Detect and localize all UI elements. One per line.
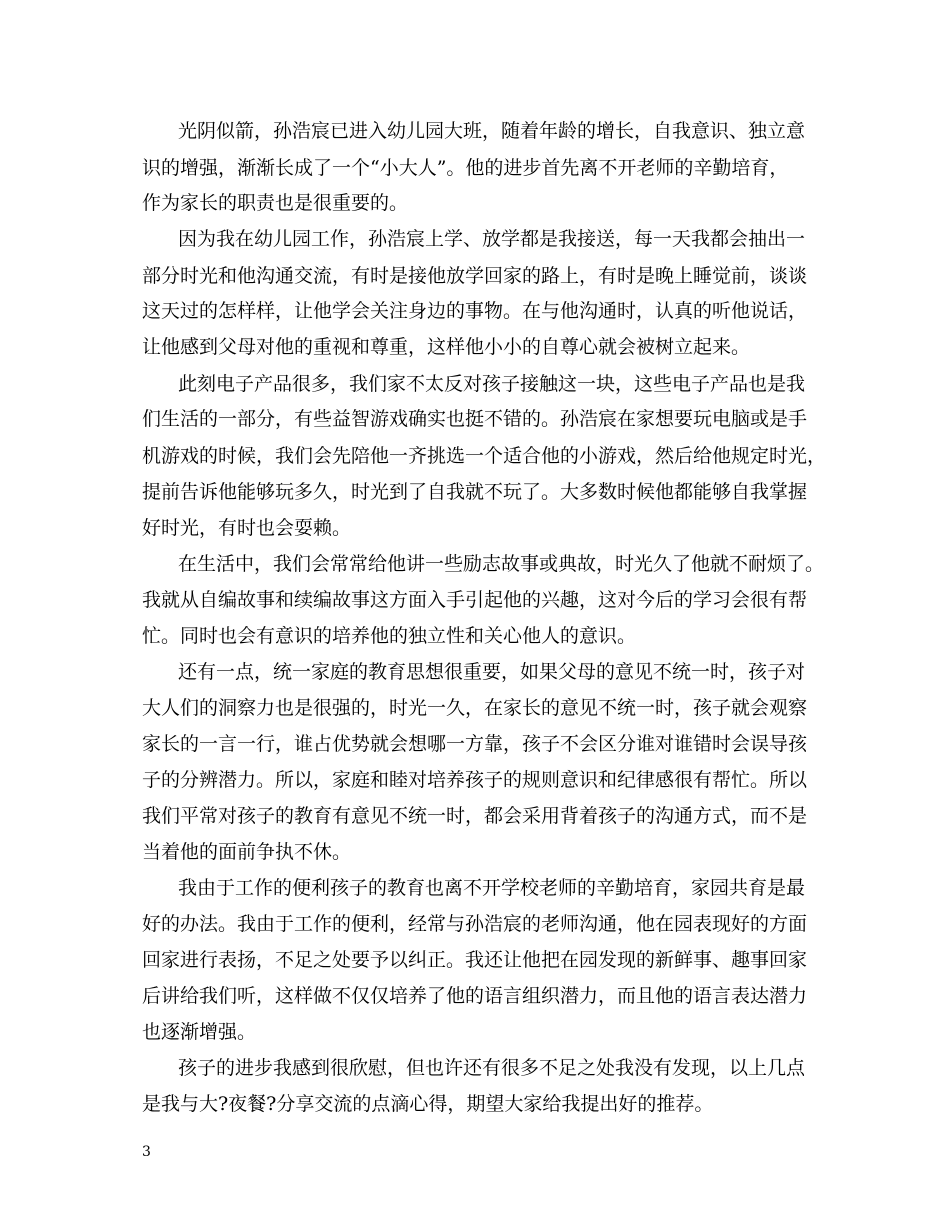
paragraph-3-line-2: 们生活的一部分，有些益智游戏确实也挺不错的。孙浩宸在家想要玩电脑或是手	[142, 408, 808, 430]
paragraph-5-line-5: 我们平常对孩子的教育有意见不统一时，都会采用背着孩子的沟通方式，而不是	[142, 805, 808, 827]
page-number: 3	[142, 1144, 151, 1160]
paragraph-6-line-3: 回家进行表扬，不足之处要予以纠正。我还让他把在园发现的新鲜事、趣事回家	[142, 949, 808, 971]
paragraph-4-line-2: 我就从自编故事和续编故事这方面入手引起他的兴趣，这对今后的学习会很有帮	[142, 589, 808, 611]
paragraph-6-line-4: 后讲给我们听，这样做不仅仅培养了他的语言组织潜力，而且他的语言表达潜力	[142, 985, 808, 1007]
paragraph-6-line-1: 我由于工作的便利孩子的教育也离不开学校老师的辛勤培育，家园共育是最	[178, 877, 806, 899]
paragraph-3-line-1: 此刻电子产品很多，我们家不太反对孩子接触这一块，这些电子产品也是我	[178, 373, 806, 395]
paragraph-6-line-2: 好的办法。我由于工作的便利，经常与孙浩宸的老师沟通，他在园表现好的方面	[142, 913, 808, 935]
paragraph-1-line-2: 识的增强，渐渐长成了一个“小大人”。他的进步首先离不开老师的辛勤培育，	[142, 157, 789, 179]
paragraph-7-line-1: 孩子的进步我感到很欣慰，但也许还有很多不足之处我没有发现，以上几点	[178, 1057, 806, 1079]
paragraph-3-line-3: 机游戏的时候，我们会先陪他一齐挑选一个适合他的小游戏，然后给他规定时光，	[142, 445, 827, 467]
paragraph-5-line-3: 家长的一言一行，谁占优势就会想哪一方靠，孩子不会区分谁对谁错时会误导孩	[142, 733, 808, 755]
paragraph-1-line-1: 光阴似箭，孙浩宸已进入幼儿园大班，随着年龄的增长，自我意识、独立意	[178, 120, 806, 142]
paragraph-5-line-1: 还有一点，统一家庭的教育思想很重要，如果父母的意见不统一时，孩子对	[178, 661, 806, 683]
paragraph-4-line-1: 在生活中，我们会常常给他讲一些励志故事或典故，时光久了他就不耐烦了。	[178, 553, 825, 575]
paragraph-5-line-4: 子的分辨潜力。所以，家庭和睦对培养孩子的规则意识和纪律感很有帮忙。所以	[142, 769, 808, 791]
paragraph-5-line-2: 大人们的洞察力也是很强的，时光一久，在家长的意见不统一时，孩子就会观察	[142, 697, 808, 719]
paragraph-2-line-1: 因为我在幼儿园工作，孙浩宸上学、放学都是我接送，每一天我都会抽出一	[178, 228, 806, 250]
paragraph-2-line-4: 让他感到父母对他的重视和尊重，这样他小小的自尊心就会被树立起来。	[142, 336, 751, 358]
paragraph-7-line-2: 是我与大?夜餐?分享交流的点滴心得，期望大家给我提出好的推荐。	[142, 1093, 714, 1115]
paragraph-4-line-3: 忙。同时也会有意识的培养他的独立性和关心他人的意识。	[142, 625, 637, 647]
paragraph-3-line-5: 好时光，有时也会耍赖。	[142, 517, 352, 539]
paragraph-5-line-6: 当着他的面前争执不休。	[142, 841, 352, 863]
paragraph-2-line-3: 这天过的怎样样，让他学会关注身边的事物。在与他沟通时，认真的听他说话，	[142, 300, 808, 322]
paragraph-3-line-4: 提前告诉他能够玩多久，时光到了自我就不玩了。大多数时候他都能够自我掌握	[142, 481, 808, 503]
paragraph-6-line-5: 也逐渐增强。	[142, 1021, 257, 1043]
paragraph-2-line-2: 部分时光和他沟通交流，有时是接他放学回家的路上，有时是晚上睡觉前，谈谈	[142, 265, 808, 287]
paragraph-1-line-3: 作为家长的职责也是很重要的。	[142, 192, 409, 214]
